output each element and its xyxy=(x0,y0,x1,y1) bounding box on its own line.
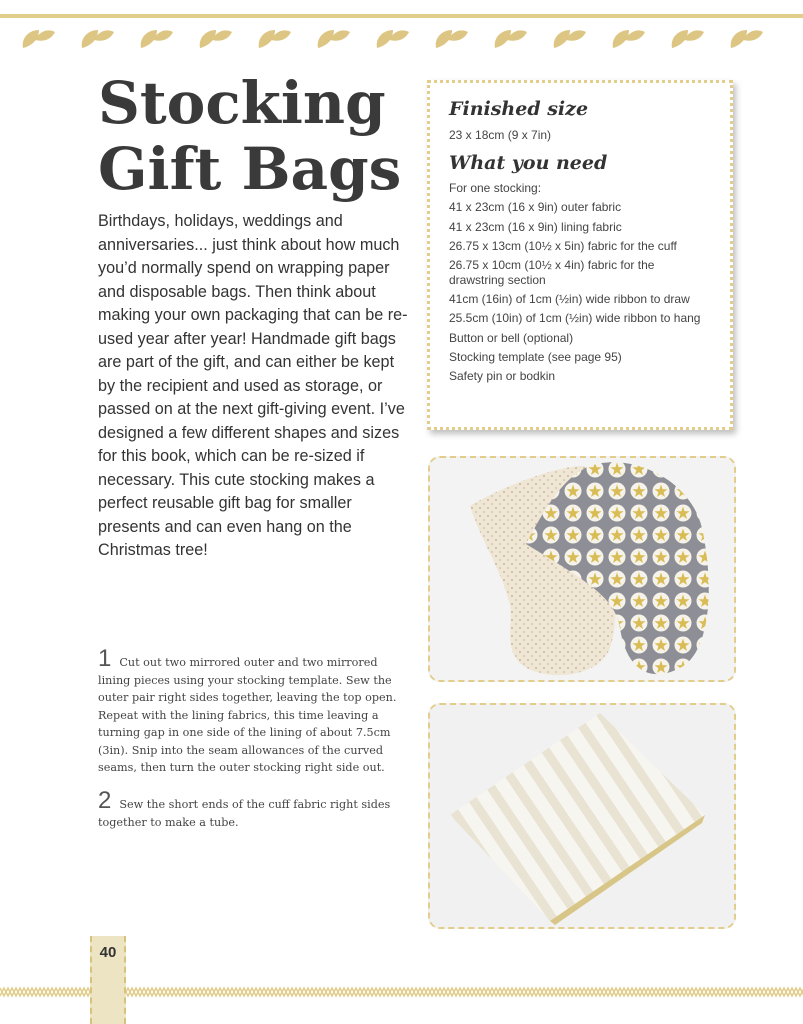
materials-item: Button or bell (optional) xyxy=(449,330,574,345)
step-2 xyxy=(98,787,410,831)
materials-item: Stocking template (see page 95) xyxy=(449,349,622,364)
leaf-icon xyxy=(82,30,114,48)
step-1-number: 1 xyxy=(98,645,112,672)
materials-item: For one stocking: xyxy=(449,181,542,195)
materials-box xyxy=(427,80,733,430)
title-line-2: Gift Bags xyxy=(98,135,402,203)
leaf-icon xyxy=(141,30,173,48)
leaf-icon xyxy=(200,30,232,48)
intro-paragraph: Birthdays, holidays, weddings and anniversaries... just think about how much you’d normally spend on wrapping paper and disposable bags. Then think about making your own packaging that can be re-used year after year! Handmade gift bags are part of the gift, and can either be kept by the recipient and used as storage, or passed on at the next gift-giving event. I’ve designed a few different shapes and sizes for this book, which can be re-sized if necessary. This cute stocking makes a perfect reusable gift bag for smaller presents and can even hang on the Christmas tree! xyxy=(98,212,408,559)
materials-list xyxy=(449,181,712,384)
materials-item: 25.5cm (10in) of 1cm (½in) wide ribbon to hang xyxy=(449,311,701,326)
leaf-icon xyxy=(318,30,350,48)
materials-item: 41 x 23cm (16 x 9in) lining fabric xyxy=(449,219,622,234)
materials-item: 41cm (16in) of 1cm (½in) wide ribbon to draw xyxy=(449,291,690,306)
leaf-icon xyxy=(23,30,55,48)
top-decorative-rule xyxy=(0,14,803,18)
materials-item: 41 x 23cm (16 x 9in) outer fabric xyxy=(449,200,622,215)
materials-item: 26.75 x 10cm (10½ x 4in) fabric for the drawstring section xyxy=(449,258,655,287)
finished-size-value: 23 x 18cm (9 x 7in) xyxy=(449,128,552,142)
leaf-icon xyxy=(672,30,704,48)
materials-item: Safety pin or bodkin xyxy=(449,369,556,384)
step-1-text: Cut out two mirrored outer and two mirrored lining pieces using your stocking template. Sew the outer pair right sides together, leaving the top open. Repeat with the lining fabrics, this time leaving a turning gap in one side of the lining of about 7.5cm (3in). Snip into the seam allowances of the curved seams, then turn the outer stocking right side out. xyxy=(98,656,397,774)
page-number: 40 xyxy=(99,944,117,961)
step-2-number: 2 xyxy=(98,787,112,814)
stocking-fabric-photo xyxy=(428,456,736,682)
leaf-border xyxy=(0,22,803,52)
step-1 xyxy=(98,645,410,777)
leaf-icon xyxy=(495,30,527,48)
title-line-1: Stocking xyxy=(98,69,386,137)
page-title xyxy=(98,70,418,202)
page-number-tab xyxy=(90,936,126,1024)
stocking-pieces-illustration xyxy=(430,458,734,680)
materials-item: 26.75 x 13cm (10½ x 5in) fabric for the cuff xyxy=(449,238,677,253)
leaf-icon xyxy=(436,30,468,48)
step-2-text: Sew the short ends of the cuff fabric right sides together to make a tube. xyxy=(98,798,391,829)
leaf-icon xyxy=(613,30,645,48)
leaf-icon xyxy=(554,30,586,48)
leaf-icon xyxy=(259,30,291,48)
leaf-icon xyxy=(731,30,763,48)
cuff-fabric-photo xyxy=(428,703,736,929)
what-you-need-heading: What you need xyxy=(449,152,608,174)
cuff-fabric-illustration xyxy=(430,705,734,927)
leaf-icon xyxy=(377,30,409,48)
finished-size-heading: Finished size xyxy=(449,98,589,120)
